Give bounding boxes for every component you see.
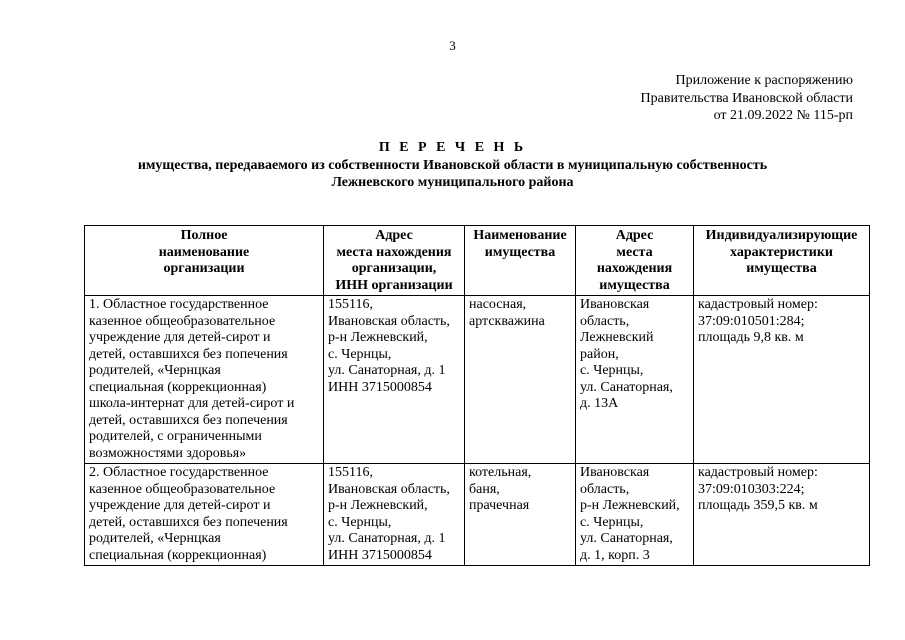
title-main: П Е Р Е Ч Е Н Ь: [378, 140, 527, 155]
cell-line: Полное: [180, 228, 228, 243]
cell-line: казенное общеобразовательное: [89, 313, 276, 329]
cell-line: с. Чернцы,: [328, 346, 392, 362]
cell-line: специальная (коррекционная): [89, 547, 267, 563]
cell-line: наименование: [158, 244, 250, 260]
cell-characteristics: [694, 464, 870, 566]
cell-line: 37:09:010303:224;: [698, 481, 805, 497]
cell-org-name: [85, 464, 324, 566]
header-org-address: [324, 226, 465, 296]
page-number: 3: [449, 38, 456, 53]
header-characteristics: [694, 226, 870, 296]
table-row: [85, 464, 870, 566]
cell-line: имущества: [599, 277, 670, 293]
header-org-name: [85, 226, 324, 296]
cell-line: Индивидуализирующие: [705, 228, 858, 243]
table-header-row: [85, 226, 870, 296]
cell-org-name: [85, 296, 324, 464]
cell-line: с. Чернцы,: [328, 514, 392, 530]
cell-line: баня,: [469, 481, 500, 497]
cell-line: Лежневский: [580, 330, 654, 345]
cell-property-name: [465, 296, 576, 464]
cell-org-address: [324, 296, 465, 464]
appendix-line: от 21.09.2022 № 115-рп: [713, 108, 853, 123]
cell-line: котельная,: [469, 465, 532, 480]
cell-line: р-н Лежневский,: [580, 498, 680, 513]
cell-line: родителей, с ограниченными: [89, 429, 262, 444]
cell-line: 155116,: [328, 297, 373, 312]
cell-line: специальная (коррекционная): [89, 379, 267, 395]
cell-line: имущества: [484, 244, 556, 260]
cell-line: кадастровый номер:: [698, 297, 818, 312]
cell-property-address: [576, 296, 694, 464]
document-title: [0, 139, 905, 192]
cell-line: Адрес: [375, 228, 413, 243]
title-subtitle: имущества, передаваемого из собственности Ивановской области в муниципальную собственность: [137, 157, 768, 173]
cell-line: артскважина: [469, 313, 545, 329]
cell-line: ИНН 3715000854: [328, 379, 432, 395]
cell-line: места: [616, 244, 653, 260]
cell-org-address: [324, 464, 465, 566]
cell-characteristics: [694, 296, 870, 464]
cell-line: с. Чернцы,: [580, 363, 644, 378]
cell-line: область,: [580, 481, 630, 497]
cell-line: казенное общеобразовательное: [89, 481, 276, 497]
cell-property-address: [576, 464, 694, 566]
cell-line: детей, оставшихся без попечения: [89, 412, 288, 428]
cell-line: учреждение для детей-сирот и: [89, 498, 271, 513]
cell-line: Наименование: [473, 228, 567, 243]
cell-line: имущества: [746, 261, 817, 276]
cell-line: детей, оставшихся без попечения: [89, 514, 288, 530]
cell-line: Ивановская: [580, 297, 650, 312]
cell-line: учреждение для детей-сирот и: [89, 330, 271, 345]
header-property-address: [576, 226, 694, 296]
cell-property-name: [465, 464, 576, 566]
cell-line: Ивановская: [580, 465, 650, 480]
cell-line: нахождения: [596, 261, 673, 276]
cell-line: 155116,: [328, 465, 373, 480]
cell-line: характеристики: [730, 244, 833, 260]
cell-line: 37:09:010501:284;: [698, 313, 805, 329]
title-subtitle: Лежневского муниципального района: [331, 175, 574, 190]
table-row: [85, 296, 870, 464]
cell-line: р-н Лежневский,: [328, 498, 428, 513]
cell-line: прачечная: [469, 498, 530, 513]
cell-line: Адрес: [615, 228, 654, 243]
cell-line: ИНН организации: [335, 277, 453, 293]
header-property-name: [465, 226, 576, 296]
cell-line: площадь 359,5 кв. м: [698, 498, 818, 513]
cell-line: ул. Санаторная, д. 1: [328, 531, 446, 546]
cell-line: область,: [580, 313, 630, 329]
cell-line: родителей, «Чернцкая: [89, 363, 221, 378]
cell-line: 1. Областное государственное: [89, 297, 269, 312]
appendix-line: Правительства Ивановской области: [640, 90, 853, 106]
cell-line: Ивановская область,: [328, 313, 450, 329]
appendix-line: Приложение к распоряжению: [675, 73, 853, 88]
cell-line: ул. Санаторная,: [580, 531, 673, 546]
cell-line: места нахождения: [336, 244, 452, 260]
cell-line: родителей, «Чернцкая: [89, 531, 221, 546]
cell-line: кадастровый номер:: [698, 465, 818, 480]
cell-line: ИНН 3715000854: [328, 547, 432, 563]
cell-line: Ивановская область,: [328, 481, 450, 497]
cell-line: с. Чернцы,: [580, 514, 644, 530]
cell-line: площадь 9,8 кв. м: [698, 330, 804, 345]
cell-line: ул. Санаторная,: [580, 379, 673, 395]
cell-line: детей, оставшихся без попечения: [89, 346, 288, 362]
cell-line: возможностями здоровья»: [89, 445, 247, 461]
cell-line: район,: [580, 346, 619, 362]
appendix-header: [641, 72, 853, 125]
cell-line: организации,: [351, 261, 437, 276]
cell-line: 2. Областное государственное: [89, 465, 269, 480]
property-table: [84, 225, 870, 566]
cell-line: насосная,: [469, 297, 527, 312]
cell-line: организации: [163, 261, 245, 276]
cell-line: д. 13А: [580, 396, 619, 411]
cell-line: р-н Лежневский,: [328, 330, 428, 345]
cell-line: ул. Санаторная, д. 1: [328, 363, 446, 378]
cell-line: школа-интернат для детей-сирот и: [89, 396, 295, 411]
cell-line: д. 1, корп. 3: [580, 547, 650, 563]
